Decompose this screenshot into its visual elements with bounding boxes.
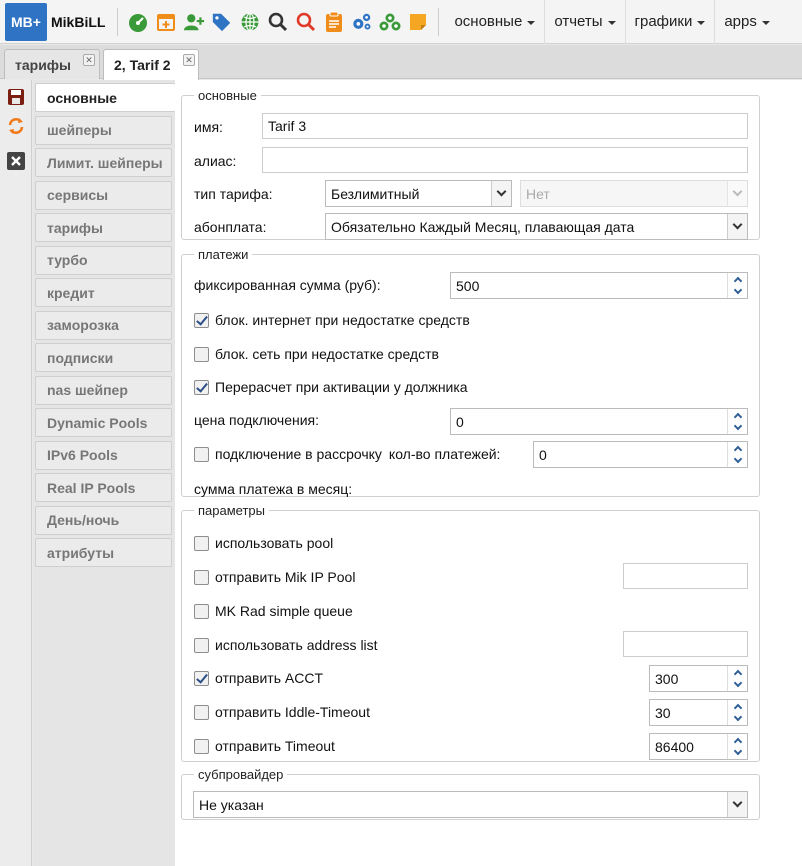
chevron-up-icon[interactable] xyxy=(728,273,747,286)
sidenav-item-10[interactable]: Dynamic Pools xyxy=(35,408,172,437)
block-internet-label: блок. интернет при недостатке средств xyxy=(215,312,470,328)
idle-timeout-row xyxy=(194,704,370,720)
recalc-label: Перерасчет при активации у должника xyxy=(215,379,468,395)
payments-legend: платежи xyxy=(198,247,249,262)
menu-item-0[interactable] xyxy=(445,0,544,44)
chevron-down-icon xyxy=(491,181,511,206)
stepper-buttons xyxy=(727,273,747,298)
params-group xyxy=(181,503,760,762)
acct-stepper[interactable] xyxy=(649,665,748,692)
chevron-up-icon[interactable] xyxy=(728,700,747,713)
tab-label: 2, Tarif 2 xyxy=(114,57,171,73)
tags-icon[interactable] xyxy=(211,11,233,33)
close-icon[interactable] xyxy=(6,151,26,171)
menu-item-label: apps xyxy=(724,13,757,30)
stepper-buttons xyxy=(727,409,747,434)
sidenav-item-12[interactable]: Real IP Pools xyxy=(35,473,172,502)
tool-strip xyxy=(0,80,32,866)
idle-timeout-label: отправить Iddle-Timeout xyxy=(215,704,370,720)
connect-price-label: цена подключения: xyxy=(194,412,320,428)
fee-label: абонплата: xyxy=(194,219,267,235)
refresh-icon[interactable] xyxy=(6,116,26,136)
calendar-add-icon[interactable] xyxy=(155,11,177,33)
sidenav-item-1[interactable]: шейперы xyxy=(35,116,172,145)
toolbar-icons xyxy=(124,11,432,33)
basic-group xyxy=(181,88,760,240)
subprovider-group xyxy=(181,767,760,820)
alias-label: алиас: xyxy=(194,153,237,169)
sidenav-item-11[interactable]: IPv6 Pools xyxy=(35,441,172,470)
type-value: Безлимитный xyxy=(331,185,420,202)
note-icon[interactable] xyxy=(407,11,429,33)
block-network-row xyxy=(194,346,439,362)
mk-queue-checkbox[interactable] xyxy=(194,604,209,619)
subprovider-select[interactable] xyxy=(193,791,748,818)
sidenav-item-13[interactable]: День/ночь xyxy=(35,506,172,535)
recalc-checkbox[interactable] xyxy=(194,380,209,395)
logo[interactable] xyxy=(0,0,111,44)
type-secondary-value: Нет xyxy=(526,185,550,202)
tab-strip xyxy=(0,45,802,79)
recalc-row xyxy=(194,379,468,395)
send-mik-pool-checkbox[interactable] xyxy=(194,570,209,585)
subprovider-value: Не указан xyxy=(199,796,264,813)
search-red-icon[interactable] xyxy=(295,11,317,33)
chevron-up-icon[interactable] xyxy=(728,409,747,422)
fixed-sum-value: 500 xyxy=(456,277,480,294)
stepper-buttons xyxy=(727,666,747,691)
chevron-up-icon[interactable] xyxy=(728,666,747,679)
add-user-icon[interactable] xyxy=(183,11,205,33)
menu-item-label: графики xyxy=(634,13,693,30)
acct-value: 300 xyxy=(655,670,679,687)
logo-text: MikBiLL xyxy=(51,13,106,30)
mik-pool-input[interactable] xyxy=(623,563,748,589)
stepper-buttons xyxy=(727,700,747,725)
chevron-down-icon xyxy=(727,792,747,817)
sidenav-item-9[interactable]: nas шейпер xyxy=(35,376,172,405)
timeout-row xyxy=(194,738,335,754)
connect-price-value: 0 xyxy=(456,413,464,430)
clipboard-icon[interactable] xyxy=(323,11,345,33)
idle-timeout-value: 30 xyxy=(655,704,671,721)
installment-label: подключение в рассрочку xyxy=(215,446,382,462)
stepper-buttons xyxy=(727,734,747,759)
block-network-label: блок. сеть при недостатке средств xyxy=(215,346,439,362)
chevron-down-icon[interactable] xyxy=(728,713,747,726)
menu-item-1[interactable] xyxy=(544,0,624,44)
chevron-down-icon[interactable] xyxy=(728,422,747,435)
dashboard-icon[interactable] xyxy=(127,11,149,33)
caret-down-icon xyxy=(608,21,616,25)
sidenav-item-14[interactable]: атрибуты xyxy=(35,538,172,567)
chevron-down-icon[interactable] xyxy=(728,455,747,468)
close-icon[interactable]: ✕ xyxy=(83,54,95,66)
type-label: тип тарифа: xyxy=(194,186,273,202)
sidenav-item-6[interactable]: кредит xyxy=(35,278,172,307)
caret-down-icon xyxy=(527,21,535,25)
network-icon[interactable] xyxy=(379,11,401,33)
sidenav-item-2[interactable]: Лимит. шейперы xyxy=(35,148,172,177)
block-internet-row xyxy=(194,312,470,328)
chevron-down-icon[interactable] xyxy=(728,286,747,299)
subprovider-legend: субпровайдер xyxy=(198,767,284,782)
close-icon[interactable]: ✕ xyxy=(183,54,195,66)
installment-count-stepper[interactable] xyxy=(533,441,748,468)
menu-item-label: отчеты xyxy=(554,13,603,30)
basic-legend: основные xyxy=(198,88,257,103)
caret-down-icon xyxy=(762,21,770,25)
sidenav-item-0[interactable]: основные xyxy=(35,83,175,112)
timeout-checkbox[interactable] xyxy=(194,739,209,754)
alias-input[interactable] xyxy=(262,147,748,173)
use-pool-label: использовать pool xyxy=(215,535,334,551)
use-pool-row xyxy=(194,535,333,551)
chevron-down-icon[interactable] xyxy=(728,679,747,692)
timeout-label: отправить Timeout xyxy=(215,738,335,754)
monthly-payment-label: сумма платежа в месяц: xyxy=(194,481,353,497)
address-list-input[interactable] xyxy=(623,631,748,657)
fixed-sum-label: фиксированная сумма (руб): xyxy=(194,277,381,293)
acct-checkbox[interactable] xyxy=(194,671,209,686)
params-legend: параметры xyxy=(198,503,265,518)
logo-badge: MB+ xyxy=(5,3,47,41)
tab-tarif-2[interactable] xyxy=(103,49,199,80)
side-nav xyxy=(33,80,175,866)
menu-item-2[interactable] xyxy=(625,0,715,44)
acct-row xyxy=(194,670,323,686)
menu-item-label: основные xyxy=(454,13,523,30)
toolbar-divider xyxy=(438,8,439,36)
name-label: имя: xyxy=(194,119,223,135)
tab-label: тарифы xyxy=(15,56,72,73)
acct-label: отправить ACCT xyxy=(215,670,324,686)
main-menu xyxy=(445,0,778,44)
timeout-value: 86400 xyxy=(655,738,694,755)
installment-count-value: 0 xyxy=(539,446,547,463)
use-pool-checkbox[interactable] xyxy=(194,536,209,551)
sidenav-item-7[interactable]: заморозка xyxy=(35,311,172,340)
address-list-checkbox[interactable] xyxy=(194,638,209,653)
toolbar-divider xyxy=(117,8,118,36)
idle-timeout-checkbox[interactable] xyxy=(194,705,209,720)
timeout-stepper[interactable] xyxy=(649,733,748,760)
installment-checkbox[interactable] xyxy=(194,447,209,462)
chevron-up-icon[interactable] xyxy=(728,442,747,455)
fee-select[interactable] xyxy=(325,213,748,240)
type-secondary-select xyxy=(520,180,748,207)
chevron-down-icon xyxy=(727,181,747,206)
save-icon[interactable] xyxy=(6,87,26,107)
chevron-up-icon[interactable] xyxy=(728,734,747,747)
sidenav-item-5[interactable]: турбо xyxy=(35,246,172,275)
fee-value: Обязательно Каждый Месяц, плавающая дата xyxy=(331,218,635,235)
connect-price-stepper[interactable] xyxy=(450,408,748,435)
top-bar xyxy=(0,0,802,44)
payments-group xyxy=(181,247,760,497)
chevron-down-icon xyxy=(727,214,747,239)
block-network-checkbox[interactable] xyxy=(194,347,209,362)
idle-timeout-stepper[interactable] xyxy=(649,699,748,726)
installment-row xyxy=(194,446,500,462)
address-list-row xyxy=(194,637,378,653)
send-mik-pool-row xyxy=(194,569,355,585)
chevron-down-icon[interactable] xyxy=(728,747,747,760)
installment-count-label: кол-во платежей: xyxy=(388,446,501,462)
send-mik-pool-label: отправить Mik IP Pool xyxy=(215,569,356,585)
menu-item-3[interactable] xyxy=(714,0,779,44)
fixed-sum-stepper[interactable] xyxy=(450,272,748,299)
block-internet-checkbox[interactable] xyxy=(194,313,209,328)
settings-icon[interactable] xyxy=(351,11,373,33)
type-select[interactable] xyxy=(325,180,512,207)
globe-icon[interactable] xyxy=(239,11,261,33)
address-list-label: использовать address list xyxy=(215,637,378,653)
stepper-buttons xyxy=(727,442,747,467)
caret-down-icon xyxy=(697,21,705,25)
sidenav-item-4[interactable]: тарифы xyxy=(35,213,172,242)
tab-tariffs[interactable] xyxy=(4,49,100,79)
sidenav-item-3[interactable]: сервисы xyxy=(35,181,172,210)
mk-queue-row xyxy=(194,603,353,619)
name-value: Tarif 3 xyxy=(268,118,307,134)
name-input[interactable] xyxy=(262,113,748,139)
search-icon[interactable] xyxy=(267,11,289,33)
sidenav-item-8[interactable]: подписки xyxy=(35,343,172,372)
mk-queue-label: MK Rad simple queue xyxy=(215,603,353,619)
main-panel xyxy=(175,80,802,866)
